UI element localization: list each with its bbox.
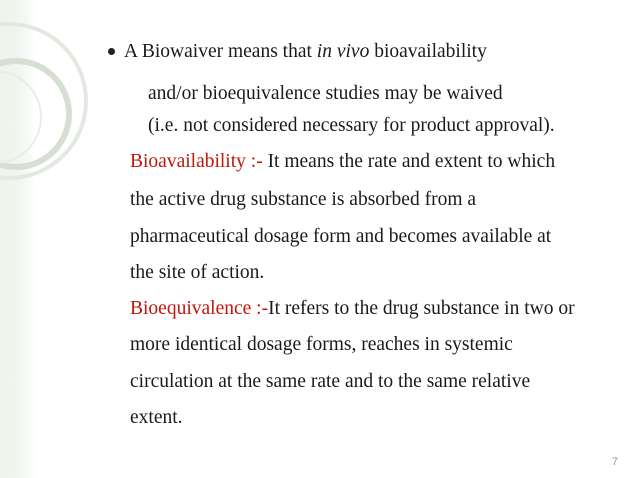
biowaiver-line-2: and/or bioequivalence studies may be waived [148, 83, 503, 104]
bioequivalence-line-2: more identical dosage forms, reaches in systemic [130, 334, 513, 355]
bioequivalence-line-4: extent. [130, 407, 183, 428]
bioavailability-line-4: the site of action. [130, 262, 265, 283]
biowaiver-line-3: (i.e. not considered necessary for product approval). [148, 115, 555, 136]
biowaiver-text-b: bioavailability [369, 41, 487, 62]
bioavailability-term: Bioavailability :- [130, 151, 263, 172]
biowaiver-text-a: A Biowaiver means that [124, 41, 317, 62]
bioequivalence-line-3: circulation at the same rate and to the same relative [130, 371, 531, 392]
decorative-rings [0, 0, 110, 478]
bioequivalence-line-1 [130, 297, 575, 321]
biowaiver-line-1 [124, 40, 487, 64]
bioequivalence-term: Bioequivalence :- [130, 298, 269, 319]
bioavailability-line-1 [130, 150, 555, 174]
bullet-icon [108, 48, 115, 55]
in-vivo-italic: in vivo [316, 41, 370, 62]
bioavailability-line-2: the active drug substance is absorbed from a [130, 189, 477, 210]
page-number: 7 [611, 456, 618, 468]
bioequivalence-text-1: It refers to the drug substance in two or [268, 298, 575, 319]
bioavailability-text-1: It means the rate and extent to which [262, 151, 556, 172]
bioavailability-line-3: pharmaceutical dosage form and becomes available at [130, 226, 552, 247]
